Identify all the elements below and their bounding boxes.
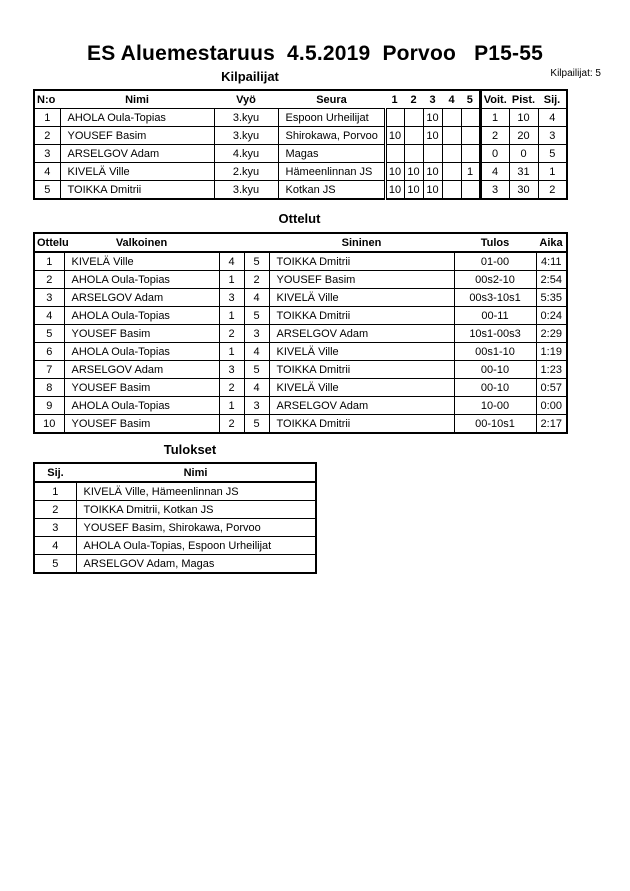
section-heading-kilpailijat: Kilpailijat — [221, 69, 279, 84]
col-header-ottelu: Ottelu — [34, 233, 64, 252]
matches-table — [33, 232, 568, 434]
match-point-cell: 10 — [423, 127, 442, 145]
match-row — [34, 252, 567, 271]
section-heading-ottelut: Ottelut — [278, 211, 321, 226]
match-point-cell — [461, 109, 480, 127]
white-player-number-cell: 1 — [219, 271, 244, 289]
blue-player-cell: KIVELÄ Ville — [269, 343, 454, 361]
result-row — [34, 519, 316, 537]
place-cell: 5 — [34, 555, 76, 574]
white-player-cell: AHOLA Oula-Topias — [64, 271, 219, 289]
result-name-cell: TOIKKA Dmitrii, Kotkan JS — [76, 501, 316, 519]
place-cell: 3 — [34, 519, 76, 537]
white-player-cell: ARSELGOV Adam — [64, 361, 219, 379]
col-header-sij: Sij. — [34, 463, 76, 482]
result-name-cell: KIVELÄ Ville, Hämeenlinnan JS — [76, 482, 316, 501]
place-cell: 2 — [34, 501, 76, 519]
score-cell: 01-00 — [454, 252, 536, 271]
place-cell: 1 — [538, 163, 567, 181]
competitor-row — [34, 163, 567, 181]
result-name-cell: YOUSEF Basim, Shirokawa, Porvoo — [76, 519, 316, 537]
place-cell: 1 — [34, 482, 76, 501]
competitor-name-cell: ARSELGOV Adam — [60, 145, 214, 163]
white-player-cell: YOUSEF Basim — [64, 379, 219, 397]
match-row — [34, 415, 567, 434]
match-point-cell: 10 — [385, 163, 404, 181]
white-player-number-cell: 4 — [219, 252, 244, 271]
match-number-cell: 2 — [34, 271, 64, 289]
white-player-cell: AHOLA Oula-Topias — [64, 343, 219, 361]
match-point-cell: 10 — [404, 181, 423, 200]
match-number-cell: 3 — [34, 289, 64, 307]
col-header-nimi: Nimi — [76, 463, 316, 482]
white-player-number-cell: 1 — [219, 307, 244, 325]
white-player-number-cell: 3 — [219, 361, 244, 379]
match-point-cell — [442, 163, 461, 181]
score-cell: 00-10 — [454, 361, 536, 379]
col-header-no: N:o — [34, 90, 60, 109]
competitors-table — [33, 89, 568, 200]
match-point-cell — [404, 127, 423, 145]
blue-player-cell: TOIKKA Dmitrii — [269, 252, 454, 271]
blue-player-cell: KIVELÄ Ville — [269, 379, 454, 397]
match-point-cell: 1 — [461, 163, 480, 181]
match-point-cell: 10 — [385, 181, 404, 200]
place-cell: 5 — [538, 145, 567, 163]
wins-cell: 1 — [480, 109, 509, 127]
blue-player-number-cell: 4 — [244, 379, 269, 397]
competitor-number-cell: 4 — [34, 163, 60, 181]
competitors-header-row — [34, 90, 567, 109]
results-header-row — [34, 463, 316, 482]
points-cell: 31 — [509, 163, 538, 181]
white-player-number-cell: 2 — [219, 415, 244, 434]
match-row — [34, 379, 567, 397]
competitor-name-cell: AHOLA Oula-Topias — [60, 109, 214, 127]
place-cell: 4 — [538, 109, 567, 127]
competitor-row — [34, 181, 567, 200]
result-row — [34, 482, 316, 501]
white-player-cell: YOUSEF Basim — [64, 325, 219, 343]
time-cell: 0:00 — [536, 397, 567, 415]
place-cell: 3 — [538, 127, 567, 145]
wins-cell: 2 — [480, 127, 509, 145]
match-point-cell — [385, 109, 404, 127]
match-number-cell: 9 — [34, 397, 64, 415]
match-point-cell — [461, 181, 480, 200]
white-player-number-cell: 2 — [219, 325, 244, 343]
match-number-cell: 8 — [34, 379, 64, 397]
white-player-cell: AHOLA Oula-Topias — [64, 307, 219, 325]
time-cell: 5:35 — [536, 289, 567, 307]
col-header-aika: Aika — [536, 233, 567, 252]
time-cell: 1:23 — [536, 361, 567, 379]
blue-player-number-cell: 3 — [244, 325, 269, 343]
match-point-cell — [423, 145, 442, 163]
result-name-cell: AHOLA Oula-Topias, Espoon Urheilijat — [76, 537, 316, 555]
club-cell: Magas — [278, 145, 385, 163]
white-player-cell: ARSELGOV Adam — [64, 289, 219, 307]
competitor-row — [34, 127, 567, 145]
blue-player-number-cell: 2 — [244, 271, 269, 289]
time-cell: 4:11 — [536, 252, 567, 271]
match-point-cell: 10 — [423, 109, 442, 127]
final-results-table — [33, 462, 317, 574]
match-row — [34, 325, 567, 343]
place-cell: 4 — [34, 537, 76, 555]
belt-cell: 3.kyu — [214, 181, 278, 200]
place-cell: 2 — [538, 181, 567, 200]
result-row — [34, 537, 316, 555]
competitor-number-cell: 1 — [34, 109, 60, 127]
wins-cell: 0 — [480, 145, 509, 163]
time-cell: 2:17 — [536, 415, 567, 434]
col-header-voit: Voit. — [480, 90, 509, 109]
club-cell: Kotkan JS — [278, 181, 385, 200]
club-cell: Shirokawa, Porvoo — [278, 127, 385, 145]
match-point-cell — [385, 145, 404, 163]
result-name-cell: ARSELGOV Adam, Magas — [76, 555, 316, 574]
match-number-cell: 4 — [34, 307, 64, 325]
blue-player-cell: TOIKKA Dmitrii — [269, 361, 454, 379]
competitor-number-cell: 3 — [34, 145, 60, 163]
competitor-name-cell: TOIKKA Dmitrii — [60, 181, 214, 200]
blue-player-number-cell: 4 — [244, 343, 269, 361]
match-number-cell: 6 — [34, 343, 64, 361]
col-header-blue-number — [244, 233, 269, 252]
white-player-number-cell: 2 — [219, 379, 244, 397]
blue-player-cell: TOIKKA Dmitrii — [269, 415, 454, 434]
points-cell: 30 — [509, 181, 538, 200]
col-header-tulos: Tulos — [454, 233, 536, 252]
match-number-cell: 7 — [34, 361, 64, 379]
blue-player-number-cell: 3 — [244, 397, 269, 415]
col-header-valkoinen: Valkoinen — [64, 233, 219, 252]
col-header-vyo: Vyö — [214, 90, 278, 109]
score-cell: 00-10s1 — [454, 415, 536, 434]
match-point-cell — [442, 181, 461, 200]
wins-cell: 3 — [480, 181, 509, 200]
col-header-m2: 2 — [404, 90, 423, 109]
match-row — [34, 397, 567, 415]
col-header-white-number — [219, 233, 244, 252]
match-row — [34, 343, 567, 361]
competitor-name-cell: YOUSEF Basim — [60, 127, 214, 145]
score-cell: 00s2-10 — [454, 271, 536, 289]
match-point-cell: 10 — [404, 163, 423, 181]
blue-player-cell: KIVELÄ Ville — [269, 289, 454, 307]
white-player-number-cell: 3 — [219, 289, 244, 307]
blue-player-cell: YOUSEF Basim — [269, 271, 454, 289]
match-point-cell — [404, 145, 423, 163]
club-cell: Hämeenlinnan JS — [278, 163, 385, 181]
col-header-pist: Pist. — [509, 90, 538, 109]
match-number-cell: 5 — [34, 325, 64, 343]
score-cell: 00s3-10s1 — [454, 289, 536, 307]
match-point-cell — [442, 127, 461, 145]
match-point-cell: 10 — [423, 163, 442, 181]
belt-cell: 3.kyu — [214, 109, 278, 127]
time-cell: 2:54 — [536, 271, 567, 289]
col-header-seura: Seura — [278, 90, 385, 109]
col-header-sininen: Sininen — [269, 233, 454, 252]
score-cell: 00s1-10 — [454, 343, 536, 361]
match-row — [34, 307, 567, 325]
competitors-count-label: Kilpailijat: 5 — [550, 68, 601, 79]
competitor-row — [34, 145, 567, 163]
points-cell: 10 — [509, 109, 538, 127]
blue-player-number-cell: 5 — [244, 415, 269, 434]
match-number-cell: 1 — [34, 252, 64, 271]
blue-player-cell: ARSELGOV Adam — [269, 397, 454, 415]
belt-cell: 4.kyu — [214, 145, 278, 163]
time-cell: 0:24 — [536, 307, 567, 325]
score-cell: 00-11 — [454, 307, 536, 325]
matches-header-row — [34, 233, 567, 252]
col-header-m3: 3 — [423, 90, 442, 109]
score-cell: 10-00 — [454, 397, 536, 415]
time-cell: 2:29 — [536, 325, 567, 343]
time-cell: 0:57 — [536, 379, 567, 397]
belt-cell: 2.kyu — [214, 163, 278, 181]
score-cell: 00-10 — [454, 379, 536, 397]
match-number-cell: 10 — [34, 415, 64, 434]
match-point-cell: 10 — [385, 127, 404, 145]
competitor-row — [34, 109, 567, 127]
col-header-m5: 5 — [461, 90, 480, 109]
points-cell: 0 — [509, 145, 538, 163]
white-player-cell: YOUSEF Basim — [64, 415, 219, 434]
belt-cell: 3.kyu — [214, 127, 278, 145]
blue-player-number-cell: 5 — [244, 307, 269, 325]
points-cell: 20 — [509, 127, 538, 145]
match-point-cell — [461, 127, 480, 145]
white-player-cell: AHOLA Oula-Topias — [64, 397, 219, 415]
match-point-cell — [461, 145, 480, 163]
score-cell: 10s1-00s3 — [454, 325, 536, 343]
wins-cell: 4 — [480, 163, 509, 181]
time-cell: 1:19 — [536, 343, 567, 361]
match-row — [34, 271, 567, 289]
white-player-number-cell: 1 — [219, 343, 244, 361]
match-point-cell — [442, 145, 461, 163]
col-header-m4: 4 — [442, 90, 461, 109]
result-row — [34, 555, 316, 574]
club-cell: Espoon Urheilijat — [278, 109, 385, 127]
white-player-cell: KIVELÄ Ville — [64, 252, 219, 271]
blue-player-number-cell: 5 — [244, 252, 269, 271]
competitor-number-cell: 5 — [34, 181, 60, 200]
match-point-cell — [442, 109, 461, 127]
competitor-name-cell: KIVELÄ Ville — [60, 163, 214, 181]
match-point-cell — [404, 109, 423, 127]
blue-player-cell: TOIKKA Dmitrii — [269, 307, 454, 325]
blue-player-number-cell: 5 — [244, 361, 269, 379]
match-point-cell: 10 — [423, 181, 442, 200]
blue-player-number-cell: 4 — [244, 289, 269, 307]
white-player-number-cell: 1 — [219, 397, 244, 415]
col-header-m1: 1 — [385, 90, 404, 109]
match-row — [34, 361, 567, 379]
col-header-nimi: Nimi — [60, 90, 214, 109]
competitor-number-cell: 2 — [34, 127, 60, 145]
match-row — [34, 289, 567, 307]
blue-player-cell: ARSELGOV Adam — [269, 325, 454, 343]
col-header-sij: Sij. — [538, 90, 567, 109]
page-title: ES Aluemestaruus 4.5.2019 Porvoo P15-55 — [86, 42, 544, 65]
result-row — [34, 501, 316, 519]
section-heading-tulokset: Tulokset — [163, 442, 217, 457]
